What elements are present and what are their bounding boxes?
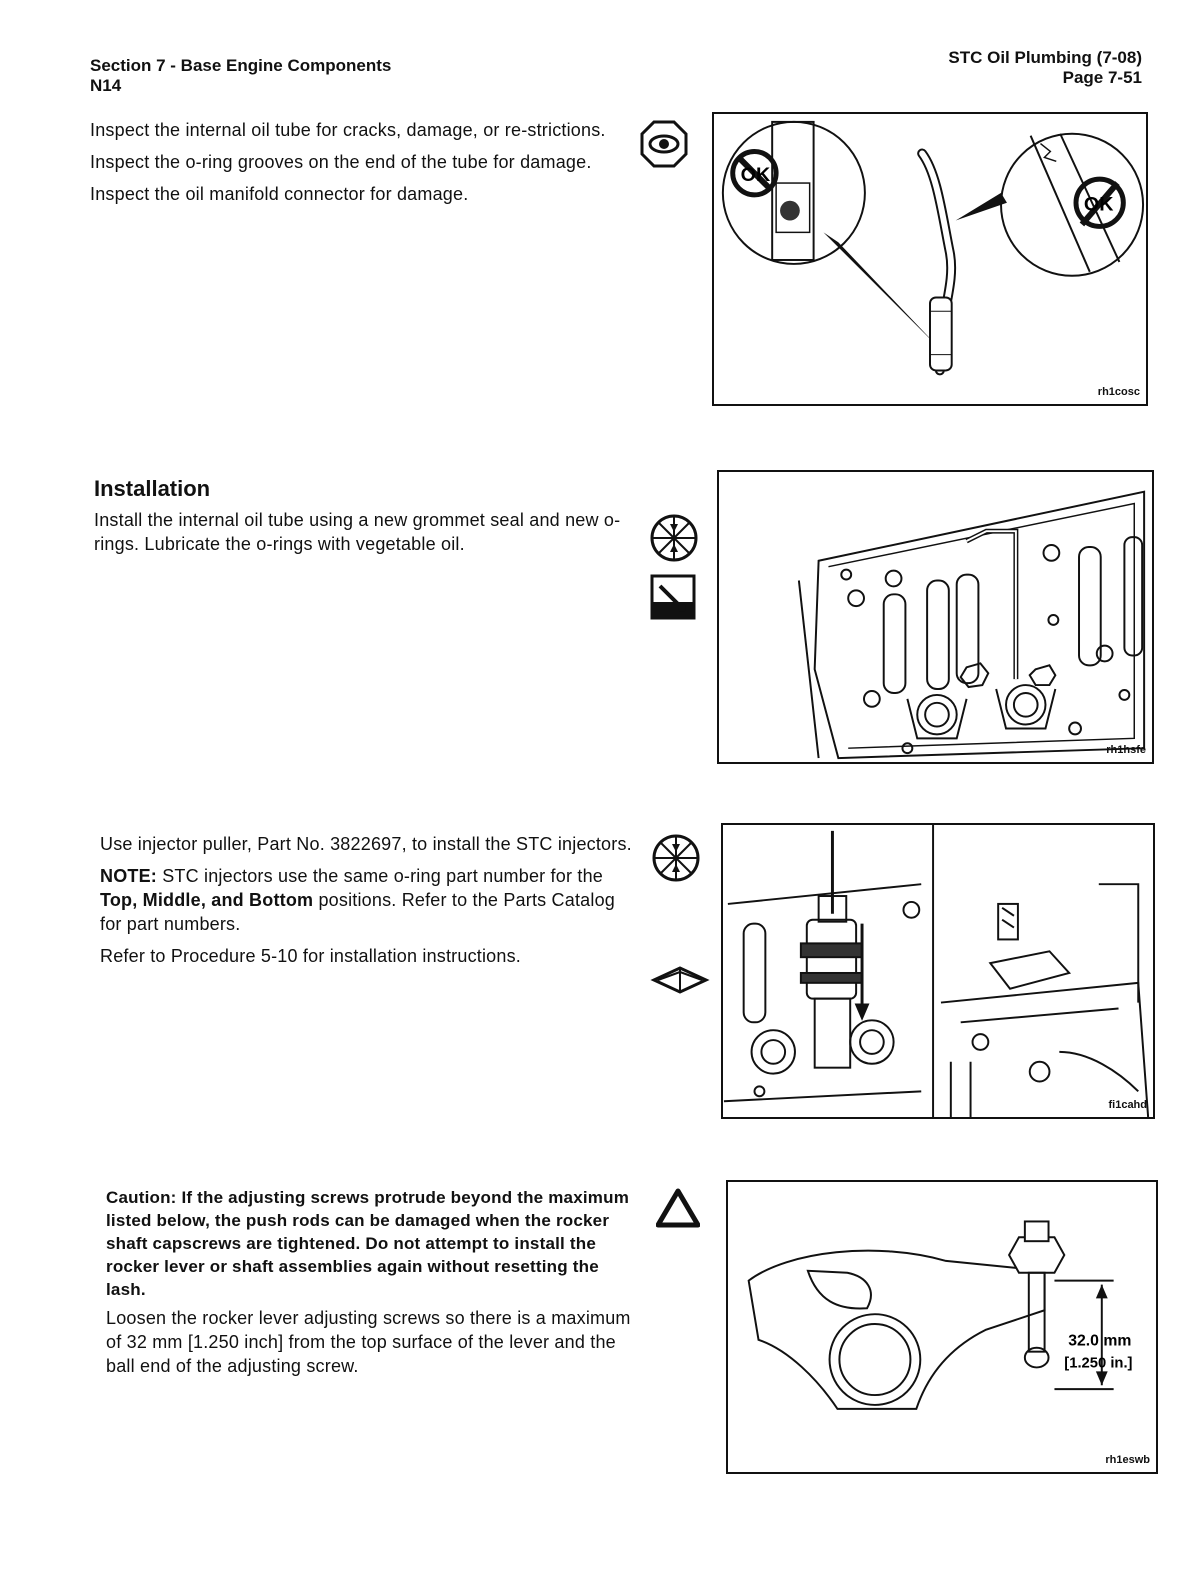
ok-crossed-label-right: OK (1083, 193, 1114, 216)
section-header (90, 56, 391, 96)
inspect-eye-icon (640, 120, 688, 168)
figure-id-fi1cahd: fi1cahd (1108, 1099, 1147, 1111)
ok-crossed-label-left: OK (740, 164, 771, 187)
note-positions: Top, Middle, and Bottom (100, 890, 314, 910)
caution-text: Caution: If the adjusting screws protrude beyond the maximum listed below, the push rods can be damaged when the rocker shaft capscrews are tightened. Do not attempt to install the rocker lever or shaft assemblies again without resetting the lash. (106, 1188, 630, 1299)
assembly-icon (646, 512, 702, 564)
oil-tube-inspection-figure (712, 112, 1148, 406)
dimension-mm-label: 32.0 mm (1068, 1332, 1132, 1350)
lubricate-oilcan-icon (650, 574, 696, 620)
installation-text: Install the internal oil tube using a new grommet seal and new o-rings. Lubricate the o-rings with vegetable oil. (94, 510, 621, 554)
page-number: Page 7-51 (1062, 68, 1142, 87)
note-text-a: STC injectors use the same o-ring part number for the (157, 866, 603, 886)
note-text-b: positions. Refer to the Parts Catalog for part numbers. (100, 890, 616, 934)
inspect-grooves-line: Inspect the o-ring grooves on the end of the tube for damage. (90, 152, 592, 172)
injector-puller-figure (721, 823, 1155, 1119)
refer-book-icon (650, 960, 710, 996)
cylinder-head-figure (717, 470, 1154, 764)
engine-model: N14 (90, 76, 122, 95)
figure-id-rh1eswb: rh1eswb (1105, 1454, 1150, 1466)
refer-procedure-line: Refer to Procedure 5-10 for installation instructions. (100, 946, 522, 966)
section-title: Section 7 - Base Engine Components (90, 56, 392, 75)
assembly-icon (648, 832, 704, 884)
inspect-tube-line: Inspect the internal oil tube for cracks, damage, or re-strictions. (90, 120, 606, 140)
injector-note (100, 864, 634, 936)
inspect-connector-line: Inspect the oil manifold connector for damage. (90, 184, 469, 204)
figure-id-rh1hsfe: rh1hsfe (1106, 744, 1146, 756)
injector-puller-line: Use injector puller, Part No. 3822697, to install the STC injectors. (100, 834, 632, 854)
page-header (948, 48, 1142, 88)
procedure-title: STC Oil Plumbing (7-08) (948, 48, 1142, 67)
caution-triangle-icon (656, 1188, 700, 1228)
injector-install-text (100, 832, 634, 976)
installation-heading: Installation (94, 476, 211, 501)
note-label: NOTE: (100, 866, 157, 886)
dimension-inch-label: [1.250 in.] (1064, 1355, 1133, 1372)
rocker-lever-figure (726, 1180, 1158, 1474)
inspection-text (90, 118, 630, 214)
adjusting-screw-text: Loosen the rocker lever adjusting screws so there is a maximum of 32 mm [1.250 inch] from the top surface of the lever and the ball end of the adjusting screw. (106, 1308, 631, 1376)
figure-id-rh1cosc: rh1cosc (1097, 386, 1140, 398)
